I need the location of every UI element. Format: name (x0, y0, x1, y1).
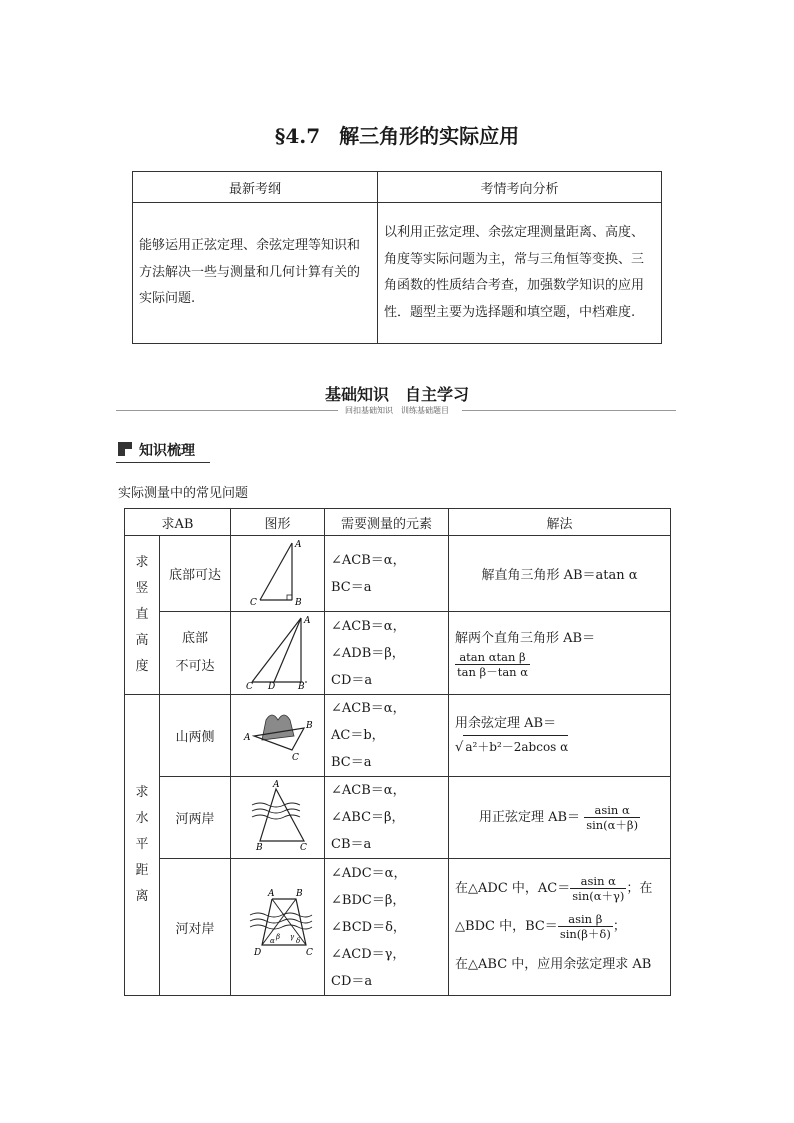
svg-text:B: B (295, 889, 303, 899)
solution-cell: 在△ADC 中，AC＝ $\frac{\text{asin α}}{\sin(\alpha+\gamma)}$ ；在 △BDC 中，BC＝ $\frac{\text{asin β}}{\sin(\beta+\delta)}$ ； 在△ABC 中，应用余弦定理求 AB (449, 859, 671, 996)
outline-right-cell: 以利用正弦定理、余弦定理测量距离、高度、角度等实际问题为主，常与三角恒等变换、三角函数的性质结合考查，加强数学知识的应用性．题型主要为选择题和填空题，中档难度. (378, 203, 662, 344)
intro-text: 实际测量中的常见问题 (118, 486, 249, 501)
measurement-table (124, 508, 671, 996)
solution-cell: 解直角三角形 AB＝atan α (449, 536, 671, 612)
outline-left-cell: 能够运用正弦定理、余弦定理等知识和方法解决一些与测量和几何计算有关的实际问题. (133, 203, 378, 344)
elements-cell: ∠ACB＝α， ∠ABC＝β， CB＝a (325, 777, 449, 859)
solution-sqrt: a²＋b²－2abcos α (463, 735, 568, 758)
svg-text:C: C (305, 948, 313, 958)
knowledge-underline (116, 462, 210, 463)
figure-mountain (231, 695, 325, 777)
outline-header-right: 考情考向分析 (378, 172, 662, 203)
svg-text:B: B (255, 842, 263, 853)
case-label: 山两侧 (160, 695, 231, 777)
case-label: 底部 不可达 (160, 612, 231, 695)
svg-text:C: C (291, 752, 299, 763)
svg-text:δ: δ (295, 937, 300, 945)
header-ask-ab: 求AB (125, 509, 231, 536)
header-elements: 需要测量的元素 (325, 509, 449, 536)
svg-text:A: A (303, 616, 311, 626)
solution-cell: 用余弦定理 AB＝ √ a²＋b²－2abcos α (449, 695, 671, 777)
outline-header-left: 最新考纲 (133, 172, 378, 203)
case-label: 河对岸 (160, 859, 231, 996)
case-label: 河两岸 (160, 777, 231, 859)
table-row (125, 695, 671, 777)
svg-text:A: A (294, 539, 302, 550)
solution-fraction: $\frac{\text{atan αtan β}}{\text{tan β－tan α}}$ (457, 649, 529, 679)
group-vertical-height: 求 竖 直 高 度 (125, 536, 160, 695)
outline-table (132, 171, 662, 344)
elements-cell: ∠ACB＝α， AC＝b， BC＝a (325, 695, 449, 777)
page-title (0, 120, 794, 149)
square-bullet-icon-notch (125, 449, 132, 456)
header-figure: 图形 (231, 509, 325, 536)
section-name: 解三角形的实际应用 (339, 124, 520, 148)
svg-text:C: C (299, 842, 307, 853)
table-row (125, 612, 671, 695)
figure-opposite-bank (231, 859, 325, 996)
svg-text:α: α (269, 937, 275, 945)
svg-text:A: A (243, 732, 251, 743)
section-number: §4.7 (274, 124, 321, 148)
svg-text:D: D (267, 682, 275, 690)
elements-cell: ∠ADC＝α， ∠BDC＝β， ∠BCD＝δ， ∠ACD＝γ， CD＝a (325, 859, 449, 996)
group-horizontal-distance: 求 水 平 距 离 (125, 695, 160, 996)
svg-text:C: C (245, 682, 253, 690)
figure-right-triangle (231, 536, 325, 612)
section-banner-title: 基础知识 自主学习 (324, 385, 469, 404)
header-solution: 解法 (449, 509, 671, 536)
table-row (125, 536, 671, 612)
svg-text:C: C (249, 597, 257, 607)
section-banner-subtitle: 回扣基础知识 训练基础题目 (345, 406, 449, 415)
case-label: 底部可达 (160, 536, 231, 612)
svg-text:A: A (272, 779, 280, 790)
table-row (125, 777, 671, 859)
svg-text:B: B (297, 682, 305, 690)
svg-text:γ: γ (289, 933, 294, 941)
svg-text:A: A (267, 889, 275, 899)
svg-text:β: β (275, 933, 280, 941)
solution-cell: 解两个直角三角形 AB＝ $\frac{\text{atan αtan β}}{\text{tan β－tan α}}$ (449, 612, 671, 695)
elements-cell: ∠ACB＝α， BC＝a (325, 536, 449, 612)
solution-cell: 用正弦定理 AB＝ $\frac{\text{asin α}}{\sin(\alpha+\beta)}$ (449, 777, 671, 859)
svg-text:D: D (253, 948, 261, 958)
svg-text:B: B (294, 597, 302, 607)
figure-river (231, 777, 325, 859)
svg-text:B: B (305, 720, 313, 731)
elements-cell: ∠ACB＝α， ∠ADB＝β， CD＝a (325, 612, 449, 695)
figure-two-triangles (231, 612, 325, 695)
solution-fraction: $\frac{\text{asin α}}{\sin(\alpha+\beta)}$ (586, 803, 639, 832)
knowledge-heading: 知识梳理 (139, 443, 195, 459)
table-row (125, 859, 671, 996)
